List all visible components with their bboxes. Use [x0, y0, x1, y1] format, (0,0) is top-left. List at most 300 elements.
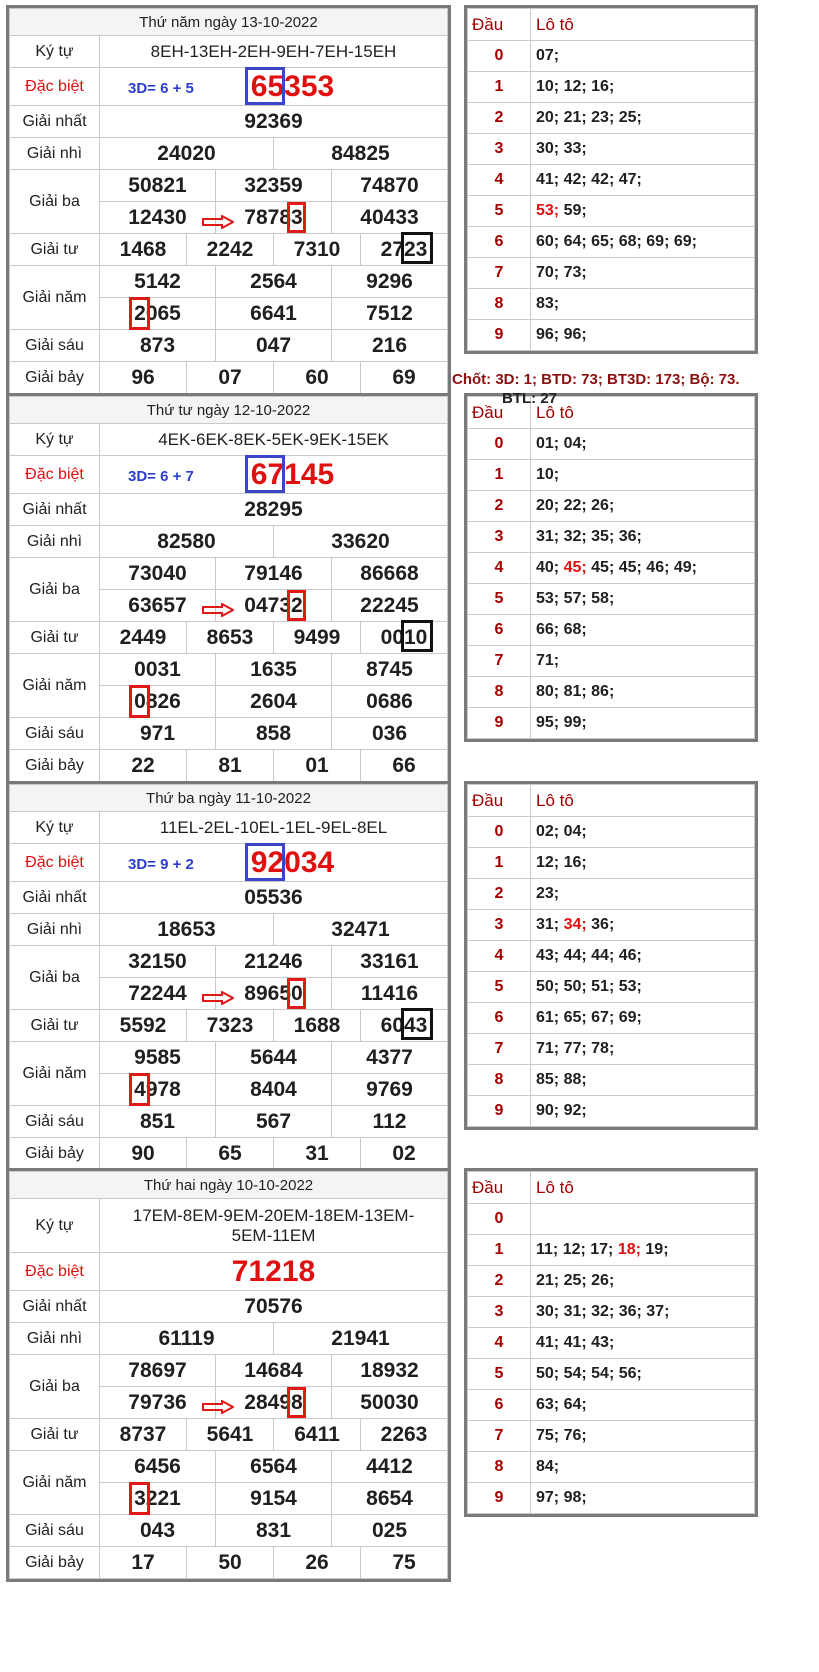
prize-number: 18653: [100, 914, 274, 946]
prize-number: 74870: [332, 170, 448, 202]
prize-label: Ký tự: [10, 812, 100, 844]
loto-row: [468, 1266, 755, 1297]
prize-number: 73040: [100, 558, 216, 590]
loto-header: Lô tô: [531, 785, 755, 817]
prize-number: 24020: [100, 138, 274, 170]
loto-values: [531, 1065, 755, 1096]
loto-text: 85; 88;: [536, 1071, 587, 1088]
prize-number: 75: [361, 1547, 448, 1579]
loto-row: [468, 677, 755, 708]
prize-number: 26: [274, 1547, 361, 1579]
special-prize-cell: [100, 1253, 448, 1291]
loto-row: [468, 553, 755, 584]
loto-header-row: [468, 1172, 755, 1204]
loto-text: 70; 73;: [536, 264, 587, 281]
prize-label: Giải ba: [10, 946, 100, 1010]
loto-text: 71; 77; 78;: [536, 1040, 615, 1057]
loto-head-digit: 0: [468, 429, 531, 460]
prize-number: 86668: [332, 558, 448, 590]
loto-values: [531, 677, 755, 708]
prize-number-text: 28498: [244, 1391, 302, 1415]
loto-text: 20; 22; 26;: [536, 497, 615, 514]
fifth-prize-row: [10, 266, 448, 298]
prize-number-text: 40433: [360, 205, 419, 229]
prize-label: Giải tư: [10, 1419, 100, 1451]
second-prize-row: [10, 138, 448, 170]
prize-number: [274, 622, 361, 654]
loto-row: [468, 941, 755, 972]
prize-number: 50: [187, 1547, 274, 1579]
loto-values: [531, 1328, 755, 1359]
loto-values: [531, 1359, 755, 1390]
prize-label: Giải bảy: [10, 750, 100, 782]
loto-row: [468, 584, 755, 615]
prize-number-text: 9769: [366, 1077, 413, 1101]
loto-values: [531, 1235, 755, 1266]
loto-row: [468, 165, 755, 196]
loto-text: 84;: [536, 1458, 560, 1475]
prize-number: 32471: [274, 914, 448, 946]
prize-label: Giải nhất: [10, 106, 100, 138]
prize-label: Giải ba: [10, 1355, 100, 1419]
prize-label: Giải nhất: [10, 882, 100, 914]
prize-number: 5142: [100, 266, 216, 298]
fourth-prize-row: [10, 234, 448, 266]
loto-text: 10;: [536, 466, 560, 483]
special-prize-tail: 353: [284, 69, 335, 103]
sum-3d: 3D= 9 + 2: [128, 856, 194, 873]
dau-header: Đầu: [468, 9, 531, 41]
prize-number: 17: [100, 1547, 187, 1579]
prize-number: 31: [274, 1138, 361, 1170]
prize-number: [100, 978, 216, 1010]
special-prize-row: [10, 844, 448, 882]
prize-number: 66: [361, 750, 448, 782]
prize-number-text: 8653: [206, 625, 254, 649]
prize-number-text: 6641: [250, 301, 297, 325]
loto-text: 02; 04;: [536, 823, 587, 840]
loto-text: 43; 44; 44; 46;: [536, 947, 642, 964]
prize-number-text: 0826: [134, 690, 181, 714]
loto-row: [468, 1359, 755, 1390]
highlight-box: [287, 978, 306, 1009]
loto-row: [468, 615, 755, 646]
prize-number: 70576: [100, 1291, 448, 1323]
loto-row: [468, 817, 755, 848]
loto-row: [468, 134, 755, 165]
prize-number: [216, 298, 332, 330]
loto-row: [468, 1003, 755, 1034]
dau-header: Đầu: [468, 1172, 531, 1204]
special-prize-number: [251, 70, 334, 104]
special-prize-number: [251, 846, 334, 880]
loto-values: [531, 227, 755, 258]
loto-row: [468, 1065, 755, 1096]
prize-number: [216, 686, 332, 718]
special-prize-tail: 034: [284, 845, 335, 879]
seventh-prize-row: [10, 362, 448, 394]
prize-number-text: 2263: [380, 1422, 428, 1446]
prize-number: 01: [274, 750, 361, 782]
loto-highlight: 45;: [563, 559, 587, 576]
ky-tu-row: [10, 36, 448, 68]
prize-number-text: 1468: [119, 237, 167, 261]
prize-number: [274, 1419, 361, 1451]
prize-number: [100, 234, 187, 266]
prize-number-text: 89650: [244, 982, 302, 1006]
loto-values: [531, 134, 755, 165]
third-prize-row: [10, 946, 448, 978]
day-block: [6, 781, 758, 1176]
loto-grid: [467, 8, 755, 351]
loto-values: [531, 165, 755, 196]
prize-label: Giải bảy: [10, 1547, 100, 1579]
prize-label: Giải bảy: [10, 362, 100, 394]
prize-label: Giải năm: [10, 1042, 100, 1106]
loto-head-digit: 6: [468, 1390, 531, 1421]
loto-text: 30; 33;: [536, 140, 587, 157]
prize-number-text: 2065: [134, 302, 181, 326]
loto-header: Lô tô: [531, 1172, 755, 1204]
loto-head-digit: 2: [468, 491, 531, 522]
special-prize-tail: 145: [284, 457, 335, 491]
prize-number: 22: [100, 750, 187, 782]
highlight-box: [129, 685, 150, 718]
loto-text: 59;: [559, 202, 587, 219]
loto-values: [531, 258, 755, 289]
prize-number: 858: [216, 718, 332, 750]
prize-label: Giải năm: [10, 654, 100, 718]
prize-number-text: 8654: [366, 1486, 413, 1510]
loto-head-digit: 8: [468, 1065, 531, 1096]
loto-header-row: [468, 9, 755, 41]
loto-head-digit: 4: [468, 165, 531, 196]
loto-row: [468, 196, 755, 227]
prize-label: Giải nhì: [10, 526, 100, 558]
loto-values: [531, 615, 755, 646]
fifth-prize-row: [10, 1042, 448, 1074]
loto-values: [531, 1452, 755, 1483]
prize-number: [274, 1010, 361, 1042]
loto-highlight: 34;: [563, 916, 587, 933]
prize-number: [187, 1419, 274, 1451]
loto-values: [531, 1390, 755, 1421]
prize-number: [361, 1010, 448, 1042]
date-title-row: [10, 397, 448, 424]
loto-header: Lô tô: [531, 9, 755, 41]
date-title-row: [10, 785, 448, 812]
prize-label: Giải nhì: [10, 914, 100, 946]
prize-label: Ký tự: [10, 424, 100, 456]
loto-text: 30; 31; 32; 36; 37;: [536, 1303, 670, 1320]
highlight-box: [129, 1482, 150, 1515]
loto-row: [468, 1483, 755, 1514]
seventh-prize-row: [10, 1138, 448, 1170]
prize-number: [216, 1074, 332, 1106]
prize-number-text: 50030: [360, 1390, 419, 1414]
third-prize-row: [10, 170, 448, 202]
arrow-icon: [202, 1396, 234, 1420]
loto-table: [464, 1168, 758, 1517]
prize-number-text: 5592: [119, 1013, 167, 1037]
results-grid: [9, 784, 448, 1170]
prize-number: 14684: [216, 1355, 332, 1387]
special-prize-tail: 71218: [231, 1254, 316, 1288]
prize-number: 65: [187, 1138, 274, 1170]
prize-label: Giải bảy: [10, 1138, 100, 1170]
prize-number: [332, 1483, 448, 1515]
day-block: [6, 1168, 758, 1574]
arrow-icon: [202, 987, 234, 1011]
prize-label: Giải tư: [10, 234, 100, 266]
loto-row: [468, 708, 755, 739]
loto-row: [468, 103, 755, 134]
loto-table: [464, 393, 758, 742]
loto-values: [531, 910, 755, 941]
loto-row: [468, 522, 755, 553]
prize-number-text: 22245: [360, 593, 419, 617]
loto-grid: [467, 784, 755, 1127]
prize-label: Giải sáu: [10, 1106, 100, 1138]
loto-row: [468, 848, 755, 879]
prize-number: 0031: [100, 654, 216, 686]
highlight-box: [129, 297, 150, 330]
loto-head-digit: 9: [468, 320, 531, 351]
special-prize-head: 92: [251, 846, 284, 879]
sum-3d: 3D= 6 + 7: [128, 468, 194, 485]
prize-label: Đặc biệt: [10, 1253, 100, 1291]
loto-row: [468, 1421, 755, 1452]
loto-values: [531, 941, 755, 972]
loto-values: [531, 1483, 755, 1514]
prize-number: 851: [100, 1106, 216, 1138]
prize-number: 831: [216, 1515, 332, 1547]
loto-highlight: 18;: [617, 1241, 641, 1258]
loto-text: 41; 42; 42; 47;: [536, 171, 642, 188]
prize-label: Giải năm: [10, 1451, 100, 1515]
prize-label: Giải ba: [10, 170, 100, 234]
prize-number: [100, 1010, 187, 1042]
loto-head-digit: 9: [468, 708, 531, 739]
loto-head-digit: 3: [468, 1297, 531, 1328]
loto-values: [531, 522, 755, 553]
prize-number-text: 2723: [381, 238, 428, 262]
prize-number-text: 63657: [128, 593, 187, 617]
loto-text: 19;: [640, 1241, 669, 1258]
prize-number: 5644: [216, 1042, 332, 1074]
prize-label: Đặc biệt: [10, 844, 100, 882]
prize-label: Ký tự: [10, 36, 100, 68]
loto-head-digit: 2: [468, 103, 531, 134]
special-prize-head: 67: [251, 458, 284, 491]
prize-number: 96: [100, 362, 187, 394]
prize-number: [332, 1074, 448, 1106]
prize-number: 05536: [100, 882, 448, 914]
prize-number: 873: [100, 330, 216, 362]
ky-tu-row: [10, 1199, 448, 1253]
loto-values: [531, 1003, 755, 1034]
loto-values: [531, 491, 755, 522]
prize-number: 33620: [274, 526, 448, 558]
prize-number: 971: [100, 718, 216, 750]
prize-number-text: 8737: [119, 1422, 167, 1446]
seventh-prize-row: [10, 1547, 448, 1579]
prize-number: 92369: [100, 106, 448, 138]
prize-number: [100, 298, 216, 330]
loto-row: [468, 1452, 755, 1483]
loto-text: 53; 57; 58;: [536, 590, 615, 607]
prize-label: Ký tự: [10, 1199, 100, 1253]
loto-values: [531, 460, 755, 491]
loto-values: [531, 1096, 755, 1127]
prize-number-text: 78783: [244, 206, 302, 230]
loto-head-digit: 3: [468, 910, 531, 941]
day-block: [6, 393, 758, 788]
loto-text: 10; 12; 16;: [536, 78, 615, 95]
loto-text: 66; 68;: [536, 621, 587, 638]
loto-row: [468, 227, 755, 258]
loto-head-digit: 7: [468, 646, 531, 677]
loto-text: 31;: [536, 916, 564, 933]
prize-number: 025: [332, 1515, 448, 1547]
first-prize-row: [10, 106, 448, 138]
fourth-prize-row: [10, 1010, 448, 1042]
loto-head-digit: 7: [468, 1034, 531, 1065]
prize-number-text: 7310: [293, 237, 341, 261]
loto-row: [468, 646, 755, 677]
prize-number: [100, 1074, 216, 1106]
prize-label: Giải năm: [10, 266, 100, 330]
loto-row: [468, 41, 755, 72]
prize-number: 90: [100, 1138, 187, 1170]
results-grid: [9, 8, 448, 394]
prize-number: [332, 1387, 448, 1419]
prize-number: [216, 1483, 332, 1515]
loto-row: [468, 1235, 755, 1266]
prize-number: 33161: [332, 946, 448, 978]
loto-values: [531, 879, 755, 910]
prize-number: 79146: [216, 558, 332, 590]
prize-number: 043: [100, 1515, 216, 1547]
prize-number: 4412: [332, 1451, 448, 1483]
third-prize-row: [10, 1355, 448, 1387]
prize-number: [100, 590, 216, 622]
loto-text: 95; 99;: [536, 714, 587, 731]
loto-row: [468, 258, 755, 289]
prize-number: 9585: [100, 1042, 216, 1074]
prize-number: [361, 622, 448, 654]
prize-number: [332, 590, 448, 622]
loto-header: Lô tô: [531, 397, 755, 429]
second-prize-row: [10, 914, 448, 946]
prize-label: Giải tư: [10, 622, 100, 654]
loto-text: 83;: [536, 295, 560, 312]
loto-text: 80; 81; 86;: [536, 683, 615, 700]
loto-head-digit: 6: [468, 615, 531, 646]
highlight-box: [245, 67, 285, 105]
prize-number: 6564: [216, 1451, 332, 1483]
prize-number: 8745: [332, 654, 448, 686]
loto-values: [531, 972, 755, 1003]
prize-number: [187, 622, 274, 654]
prize-number-text: 04732: [244, 594, 302, 618]
loto-head-digit: 1: [468, 848, 531, 879]
fifth-prize-row: [10, 654, 448, 686]
results-table: [6, 1168, 451, 1582]
ky-tu-codes: 4EK-6EK-8EK-5EK-9EK-15EK: [100, 424, 448, 456]
loto-head-digit: 1: [468, 460, 531, 491]
arrow-icon: [202, 599, 234, 623]
loto-values: [531, 584, 755, 615]
prize-number: 07: [187, 362, 274, 394]
highlight-box: [245, 455, 285, 493]
special-prize-row: [10, 1253, 448, 1291]
loto-head-digit: 5: [468, 1359, 531, 1390]
results-grid: [9, 1171, 448, 1579]
loto-row: [468, 1297, 755, 1328]
prize-label: Giải ba: [10, 558, 100, 622]
prize-number: 50821: [100, 170, 216, 202]
loto-row: [468, 289, 755, 320]
prize-number-text: 6043: [381, 1014, 428, 1038]
prize-number: [100, 622, 187, 654]
results-table: [6, 5, 451, 397]
prize-label: Giải tư: [10, 1010, 100, 1042]
prize-label: Giải nhì: [10, 1323, 100, 1355]
prize-label: Giải nhất: [10, 494, 100, 526]
loto-values: [531, 1297, 755, 1328]
loto-text: 23;: [536, 885, 560, 902]
prize-number: 82580: [100, 526, 274, 558]
highlight-box: [245, 843, 285, 881]
prize-number: 69: [361, 362, 448, 394]
results-table: [6, 393, 451, 785]
loto-head-digit: 9: [468, 1096, 531, 1127]
loto-head-digit: 9: [468, 1483, 531, 1514]
loto-row: [468, 429, 755, 460]
loto-text: 07;: [536, 47, 560, 64]
fifth-prize-row: [10, 1451, 448, 1483]
highlight-box: [401, 232, 433, 264]
loto-head-digit: 7: [468, 258, 531, 289]
loto-text: 50; 54; 54; 56;: [536, 1365, 642, 1382]
prize-number: [216, 590, 332, 622]
highlight-box: [401, 620, 433, 652]
prize-number-text: 7512: [366, 301, 413, 325]
loto-values: [531, 72, 755, 103]
loto-text: 63; 64;: [536, 1396, 587, 1413]
first-prize-row: [10, 1291, 448, 1323]
prize-number: 84825: [274, 138, 448, 170]
prize-number: [100, 1387, 216, 1419]
fourth-prize-row: [10, 1419, 448, 1451]
prize-number: [361, 234, 448, 266]
prize-number: [187, 1010, 274, 1042]
prize-label: Giải sáu: [10, 330, 100, 362]
prize-number: 32150: [100, 946, 216, 978]
prize-number-text: 5641: [206, 1422, 254, 1446]
first-prize-row: [10, 494, 448, 526]
loto-text: 12; 16;: [536, 854, 587, 871]
special-prize-number: [232, 1255, 315, 1289]
prize-number-text: 0686: [366, 689, 413, 713]
prize-number-text: 72244: [128, 981, 187, 1005]
prize-label: Giải sáu: [10, 718, 100, 750]
prize-number: 78697: [100, 1355, 216, 1387]
prize-number: 61119: [100, 1323, 274, 1355]
prize-number-text: 6411: [294, 1422, 340, 1446]
ky-tu-row: [10, 812, 448, 844]
